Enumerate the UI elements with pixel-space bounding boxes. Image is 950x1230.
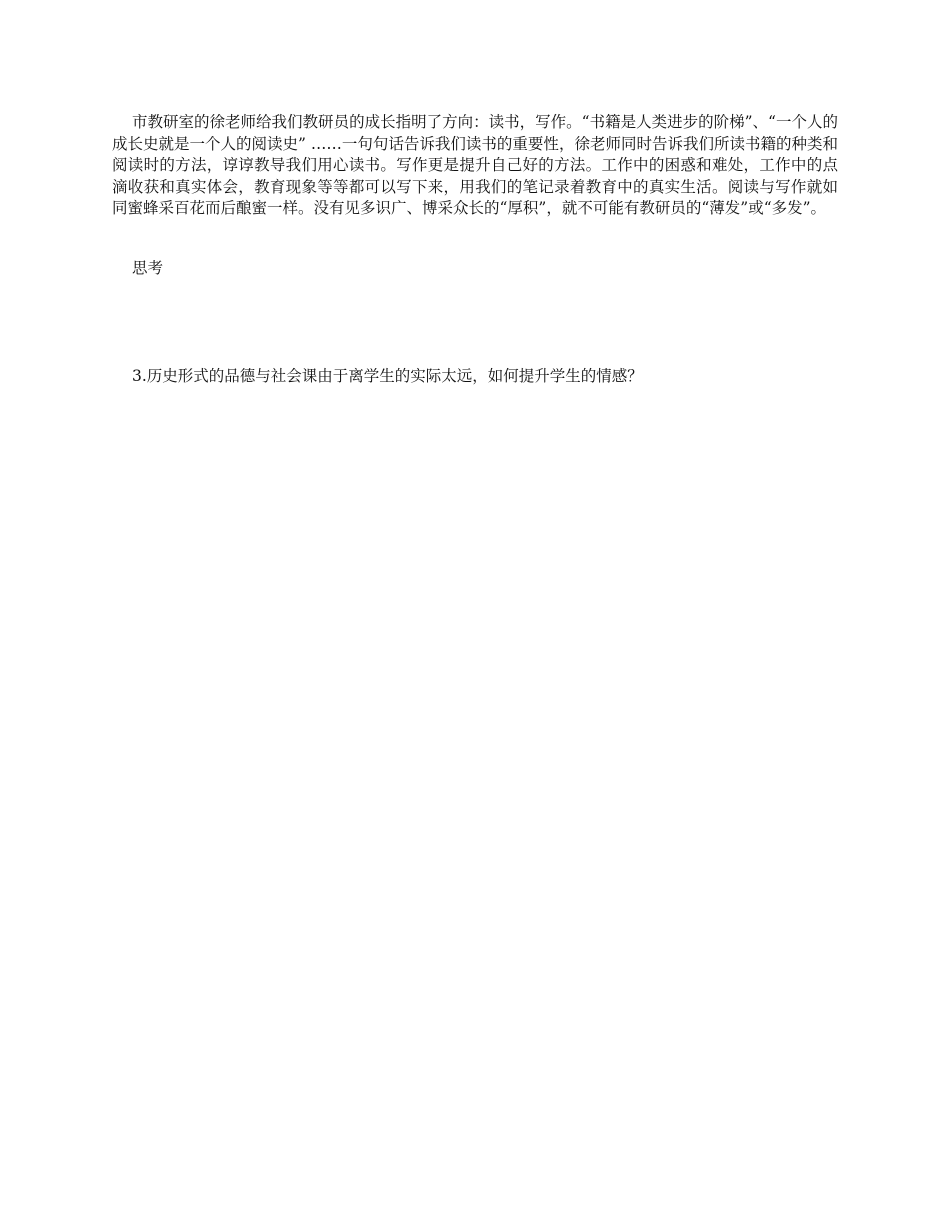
section-heading-thinking: 思考: [132, 259, 164, 277]
body-paragraph-reading-writing: 市教研室的徐老师给我们教研员的成长指明了方向：读书，写作。“书籍是人类进步的阶梯”、“一个人的成长史就是一个人的阅读史” ……一句句话告诉我们读书的重要性，徐老师同时告诉我们所读书籍的种类和阅读时的方法，谆谆教导我们用心读书。写作更是提升自己好的方法。工作中的困惑和难处，工作中的点滴收获和真实体会，教育现象等等都可以写下来，用我们的笔记录着教育中的真实生活。阅读与写作就如同蜜蜂采百花而后酿蜜一样。没有见多识广、博采众长的“厚积”，就不可能有教研员的“薄发”或“多发”。: [112, 113, 838, 218]
question-paragraph: 3.历史形式的品德与社会课由于离学生的实际太远，如何提升学生的情感？: [132, 367, 643, 385]
